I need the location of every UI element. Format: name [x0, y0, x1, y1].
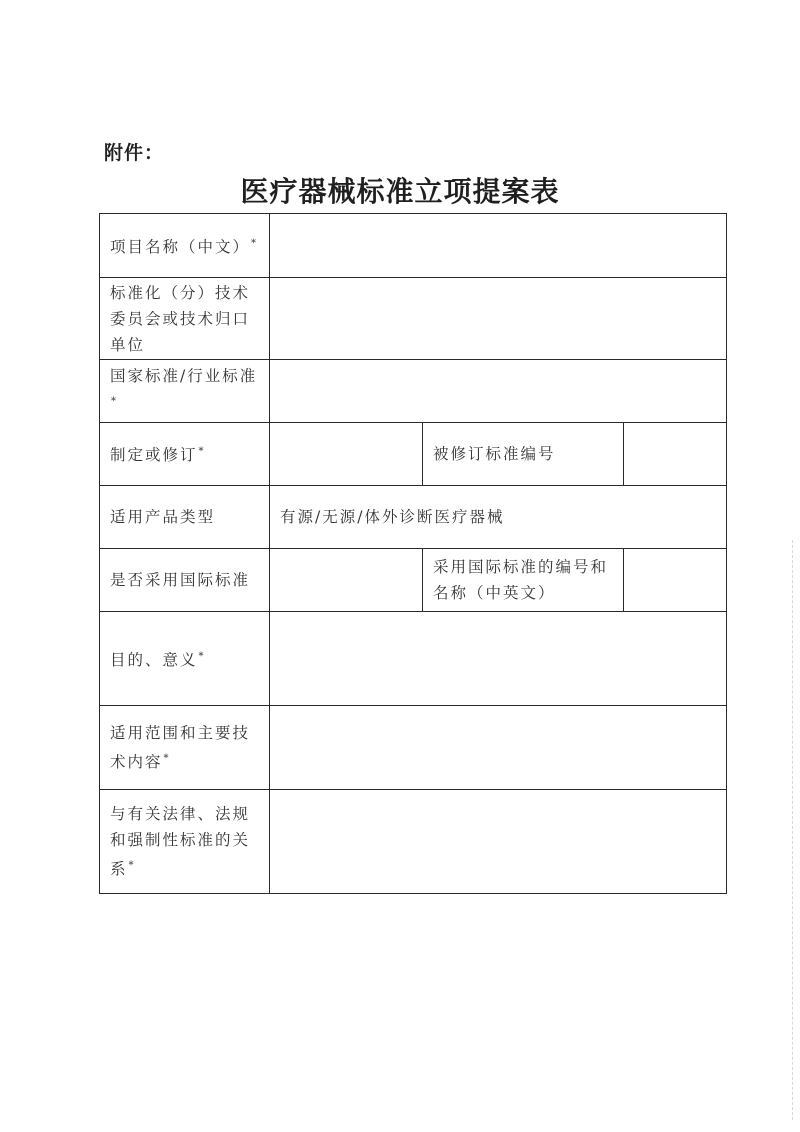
row-committee [100, 278, 727, 360]
row-international [100, 549, 727, 612]
project-name-field[interactable] [270, 214, 727, 278]
required-mark: * [163, 752, 169, 764]
purpose-field[interactable] [270, 612, 727, 706]
revised-standard-number-field[interactable] [624, 423, 727, 486]
adopt-international-label: 是否采用国际标准 [100, 549, 270, 612]
international-standard-info-label: 采用国际标准的编号和名称（中英文） [423, 549, 624, 612]
row-relation-laws [100, 790, 727, 894]
project-name-label: 项目名称（中文）* [100, 214, 270, 278]
required-mark: * [198, 650, 204, 662]
row-project-name [100, 214, 727, 278]
scope-content-label: 适用范围和主要技术内容* [100, 706, 270, 790]
row-product-type [100, 486, 727, 549]
required-mark: * [128, 859, 134, 871]
attachment-label: 附件： [104, 142, 165, 164]
product-type-label: 适用产品类型 [100, 486, 270, 549]
row-formulate-revise [100, 423, 727, 486]
relation-laws-label: 与有关法律、法规和强制性标准的关系* [100, 790, 270, 894]
relation-laws-field[interactable] [270, 790, 727, 894]
row-standard-level [100, 360, 727, 423]
scope-content-field[interactable] [270, 706, 727, 790]
revised-standard-number-label: 被修订标准编号 [423, 423, 624, 486]
formulate-or-revise-field[interactable] [270, 423, 423, 486]
committee-field[interactable] [270, 278, 727, 360]
row-purpose [100, 612, 727, 706]
formulate-or-revise-label: 制定或修订* [100, 423, 270, 486]
required-mark: * [111, 396, 116, 408]
proposal-form-table [99, 213, 727, 894]
committee-label: 标准化（分）技术委员会或技术归口单位 [100, 278, 270, 360]
product-type-value[interactable]: 有源/无源/体外诊断医疗器械 [270, 486, 727, 549]
scan-edge-line [792, 540, 796, 1120]
purpose-label: 目的、意义* [100, 612, 270, 706]
page-title: 医疗器械标准立项提案表 [240, 175, 560, 208]
international-standard-info-field[interactable] [624, 549, 727, 612]
required-mark: * [251, 237, 257, 249]
standard-level-field[interactable] [270, 360, 727, 423]
standard-level-label: 国家标准/行业标准* [100, 360, 270, 423]
adopt-international-field[interactable] [270, 549, 423, 612]
required-mark: * [198, 446, 204, 458]
row-scope [100, 706, 727, 790]
